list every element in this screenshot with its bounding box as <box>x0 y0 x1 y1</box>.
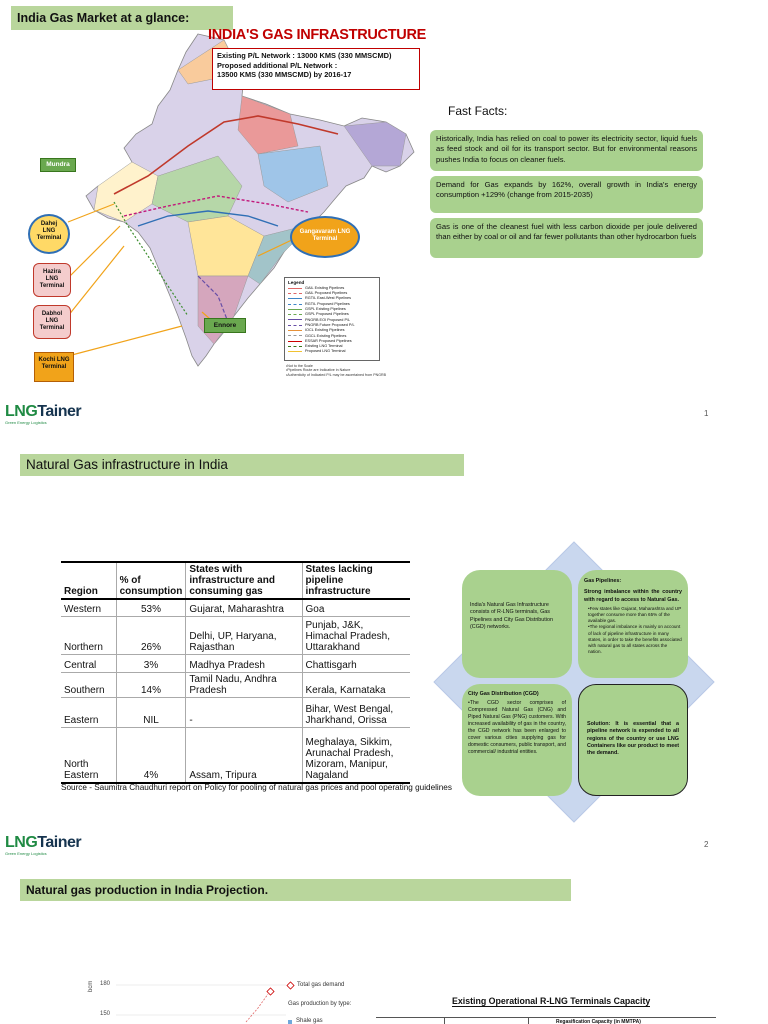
legend-label: GGCL Existing Pipelines <box>305 333 347 338</box>
legend-swatch <box>288 341 302 342</box>
map-note: •Authenticity of Indicated P/L may be ascertained from PNGRB <box>286 372 387 377</box>
legend-production-type: Gas production by type: <box>288 1001 352 1007</box>
india-gas-map <box>28 26 426 392</box>
quad-top-right: Gas Pipelines: Strong imbalance within the country with regard to access to Natural Gas. •Few states like Gujarat, Maharashtra and UP together consume more than 65% of the available gas. •The regional imbalance is mainly on account of lack of pipeline infrastructure in many states, in order to take the benefits associated with natural gas to all states across the nation. <box>578 570 688 678</box>
slide3-title: Natural gas production in India Projection. <box>20 879 571 901</box>
table-cell: North Eastern <box>61 727 116 783</box>
legend-swatch <box>288 325 302 326</box>
label-dabhol: Dabhol LNG Terminal <box>33 305 71 339</box>
quad-bottom-left: City Gas Distribution (CGD) •The CGD sector comprises of Compressed Natural Gas (CNG) and Piped Natural Gas (PNG) customers. With increased availability of gas in the country, the CGD network has been enlarged to cover various cities supplying gas for domestic consumers, public transport, and commercial/ industrial entities. <box>462 684 572 796</box>
production-chart <box>86 978 376 1024</box>
table-row <box>61 672 410 697</box>
table-cell: Assam, Tripura <box>186 727 302 783</box>
table-cell: 3% <box>116 654 186 672</box>
chart-ylabel: bcm <box>88 980 94 992</box>
region-consumption-table <box>61 561 410 784</box>
table-row <box>61 654 410 672</box>
table-header: States lacking pipeline infrastructure <box>302 562 410 599</box>
legend-label: RGTIL Proposed Pipelines <box>305 301 350 306</box>
map-heading: INDIA'S GAS INFRASTRUCTURE <box>208 27 426 43</box>
label-hazira: Hazira LNG Terminal <box>33 263 71 297</box>
network-line-1: Existing P/L Network : 13000 KMS (330 MMSCMD) <box>217 51 392 60</box>
table-cell: Central <box>61 654 116 672</box>
label-dahej: Dahej LNG Terminal <box>28 214 70 254</box>
legend-item <box>288 349 376 354</box>
logo-slide1: LNGTainer Green Energy Logistics <box>5 403 82 425</box>
table-cell: 26% <box>116 616 186 654</box>
table-cell: 53% <box>116 599 186 616</box>
page-number-2: 2 <box>704 840 709 849</box>
table-row <box>61 616 410 654</box>
rlng-table-header: Regasification Capacity (in MMTPA) <box>556 1019 641 1024</box>
legend-label: GSPL Proposed Pipelines <box>305 312 349 317</box>
legend-swatch <box>288 298 302 299</box>
chart-tick-label: 180 <box>100 981 111 987</box>
legend-label: GSPL Existing Pipelines <box>305 307 346 312</box>
legend-total-demand: Total gas demand <box>297 982 345 988</box>
table-cell: 14% <box>116 672 186 697</box>
map-note: •Pipelines Route are Indicative in Nature <box>286 368 351 373</box>
infrastructure-quad-diagram <box>432 540 716 824</box>
table-cell: Bihar, West Bengal, Jharkhand, Orissa <box>302 697 410 727</box>
slide2-title: Natural Gas infrastructure in India <box>20 454 464 476</box>
table-body <box>61 599 410 783</box>
quad-top-left: India's Natural Gas Infrastructure consists of R-LNG terminals, Gas Pipelines and City Gas Distribution (CGD) networks. <box>462 570 572 678</box>
table-header: % of consumption <box>116 562 186 599</box>
legend-label: PNGRB EOI Proposed P/L <box>305 317 351 322</box>
table-cell: Goa <box>302 599 410 616</box>
logo-slide2: LNGTainer Green Energy Logistics <box>5 834 82 856</box>
map-notes <box>286 364 392 377</box>
legend-swatch <box>288 330 302 331</box>
rlng-table <box>376 1017 716 1024</box>
table-cell: Chattisgarh <box>302 654 410 672</box>
table-cell: Delhi, UP, Haryana, Rajasthan <box>186 616 302 654</box>
legend-swatch <box>288 346 302 347</box>
legend-label: RGTIL East-West Pipelines <box>305 296 351 301</box>
table-cell: Western <box>61 599 116 616</box>
fast-facts-title: Fast Facts: <box>448 104 508 118</box>
rlng-table-title: Existing Operational R-LNG Terminals Capacity <box>452 996 651 1006</box>
table-cell: Northern <box>61 616 116 654</box>
legend-title: Legend <box>288 280 305 285</box>
table-header: States with infrastructure and consuming gas <box>186 562 302 599</box>
map-legend <box>284 277 380 361</box>
table-cell: Kerala, Karnataka <box>302 672 410 697</box>
table-cell: 4% <box>116 727 186 783</box>
table-cell: - <box>186 697 302 727</box>
legend-swatch <box>288 309 302 310</box>
table-cell: Gujarat, Maharashtra <box>186 599 302 616</box>
page-number-1: 1 <box>704 409 709 418</box>
legend-label: GAIL Proposed Pipelines <box>305 291 348 296</box>
label-gangavaram: Gangavaram LNG Terminal <box>290 216 360 258</box>
fact-box-1: Historically, India has relied on coal to power its electricity sector, liquid fuels as feed stock and oil for its transport sector. But for environmental reasons pushes India to focus on cleaner fuels. <box>430 130 703 171</box>
network-info-box <box>212 48 420 90</box>
fact-box-2: Demand for Gas expands by 162%, overall growth in India's energy consumption +129% (change from 2015-2035) <box>430 176 703 213</box>
table-row <box>61 599 410 616</box>
table-header-row <box>61 562 410 599</box>
legend-swatch <box>288 293 302 294</box>
map-note: •Not to the Scale <box>286 364 313 368</box>
table-cell: Eastern <box>61 697 116 727</box>
table-cell: Tamil Nadu, Andhra Pradesh <box>186 672 302 697</box>
legend-swatch <box>288 335 302 336</box>
table-cell: Southern <box>61 672 116 697</box>
table-header: Region <box>61 562 116 599</box>
legend-swatch <box>288 351 302 352</box>
label-ennore: Ennore <box>204 318 246 333</box>
fact-box-3: Gas is one of the cleanest fuel with less carbon dioxide per joule delivered than either by coal or oil and far fewer pollutants than other hydrocarbon fuels <box>430 218 703 258</box>
legend-swatch <box>288 314 302 315</box>
network-line-3: 13500 KMS (330 MMSCMD) by 2016-17 <box>217 70 352 80</box>
chart-tick-label: 150 <box>100 1011 111 1017</box>
legend-label: Existing LNG Terminal <box>305 344 343 349</box>
legend-shale-icon <box>288 1020 292 1024</box>
table-row <box>61 697 410 727</box>
legend-label: GAIL Existing Pipelines <box>305 285 345 290</box>
label-mundra: Mundra <box>40 158 76 172</box>
table-cell: NIL <box>116 697 186 727</box>
legend-label: ESSAR Proposed Pipelines <box>305 338 352 343</box>
slide1-title: India Gas Market at a glance: <box>11 6 233 30</box>
table-cell: Meghalaya, Sikkim, Arunachal Pradesh, Mizoram, Manipur, Nagaland <box>302 727 410 783</box>
table-cell: Punjab, J&K, Himachal Pradesh, Uttarakhand <box>302 616 410 654</box>
legend-swatch <box>288 319 302 320</box>
table-row <box>61 727 410 783</box>
legend-swatch <box>288 304 302 305</box>
legend-swatch <box>288 288 302 289</box>
legend-label: IOCL Existing Pipelines <box>305 328 345 333</box>
legend-shale-gas: Shale gas <box>296 1018 323 1024</box>
legend-list <box>288 286 376 355</box>
legend-label: PNGRB Future Proposed P/L <box>305 322 355 327</box>
legend-diamond-icon <box>287 982 294 989</box>
network-line-2: Proposed additional P/L Network : <box>217 60 338 70</box>
quad-bottom-right: Solution: It is essential that a pipeline network is expended to all regions of the country or use LNG Containers like our product to meet the demand. <box>578 684 688 796</box>
table-source: Source - Saumitra Chaudhuri report on Policy for pooling of natural gas prices and pool operating guidelines <box>61 783 452 792</box>
total-demand-marker <box>267 988 274 995</box>
legend-label: Proposed LNG Terminal <box>305 349 346 354</box>
table-cell: Madhya Pradesh <box>186 654 302 672</box>
label-kochi: Kochi LNG Terminal <box>34 352 74 382</box>
